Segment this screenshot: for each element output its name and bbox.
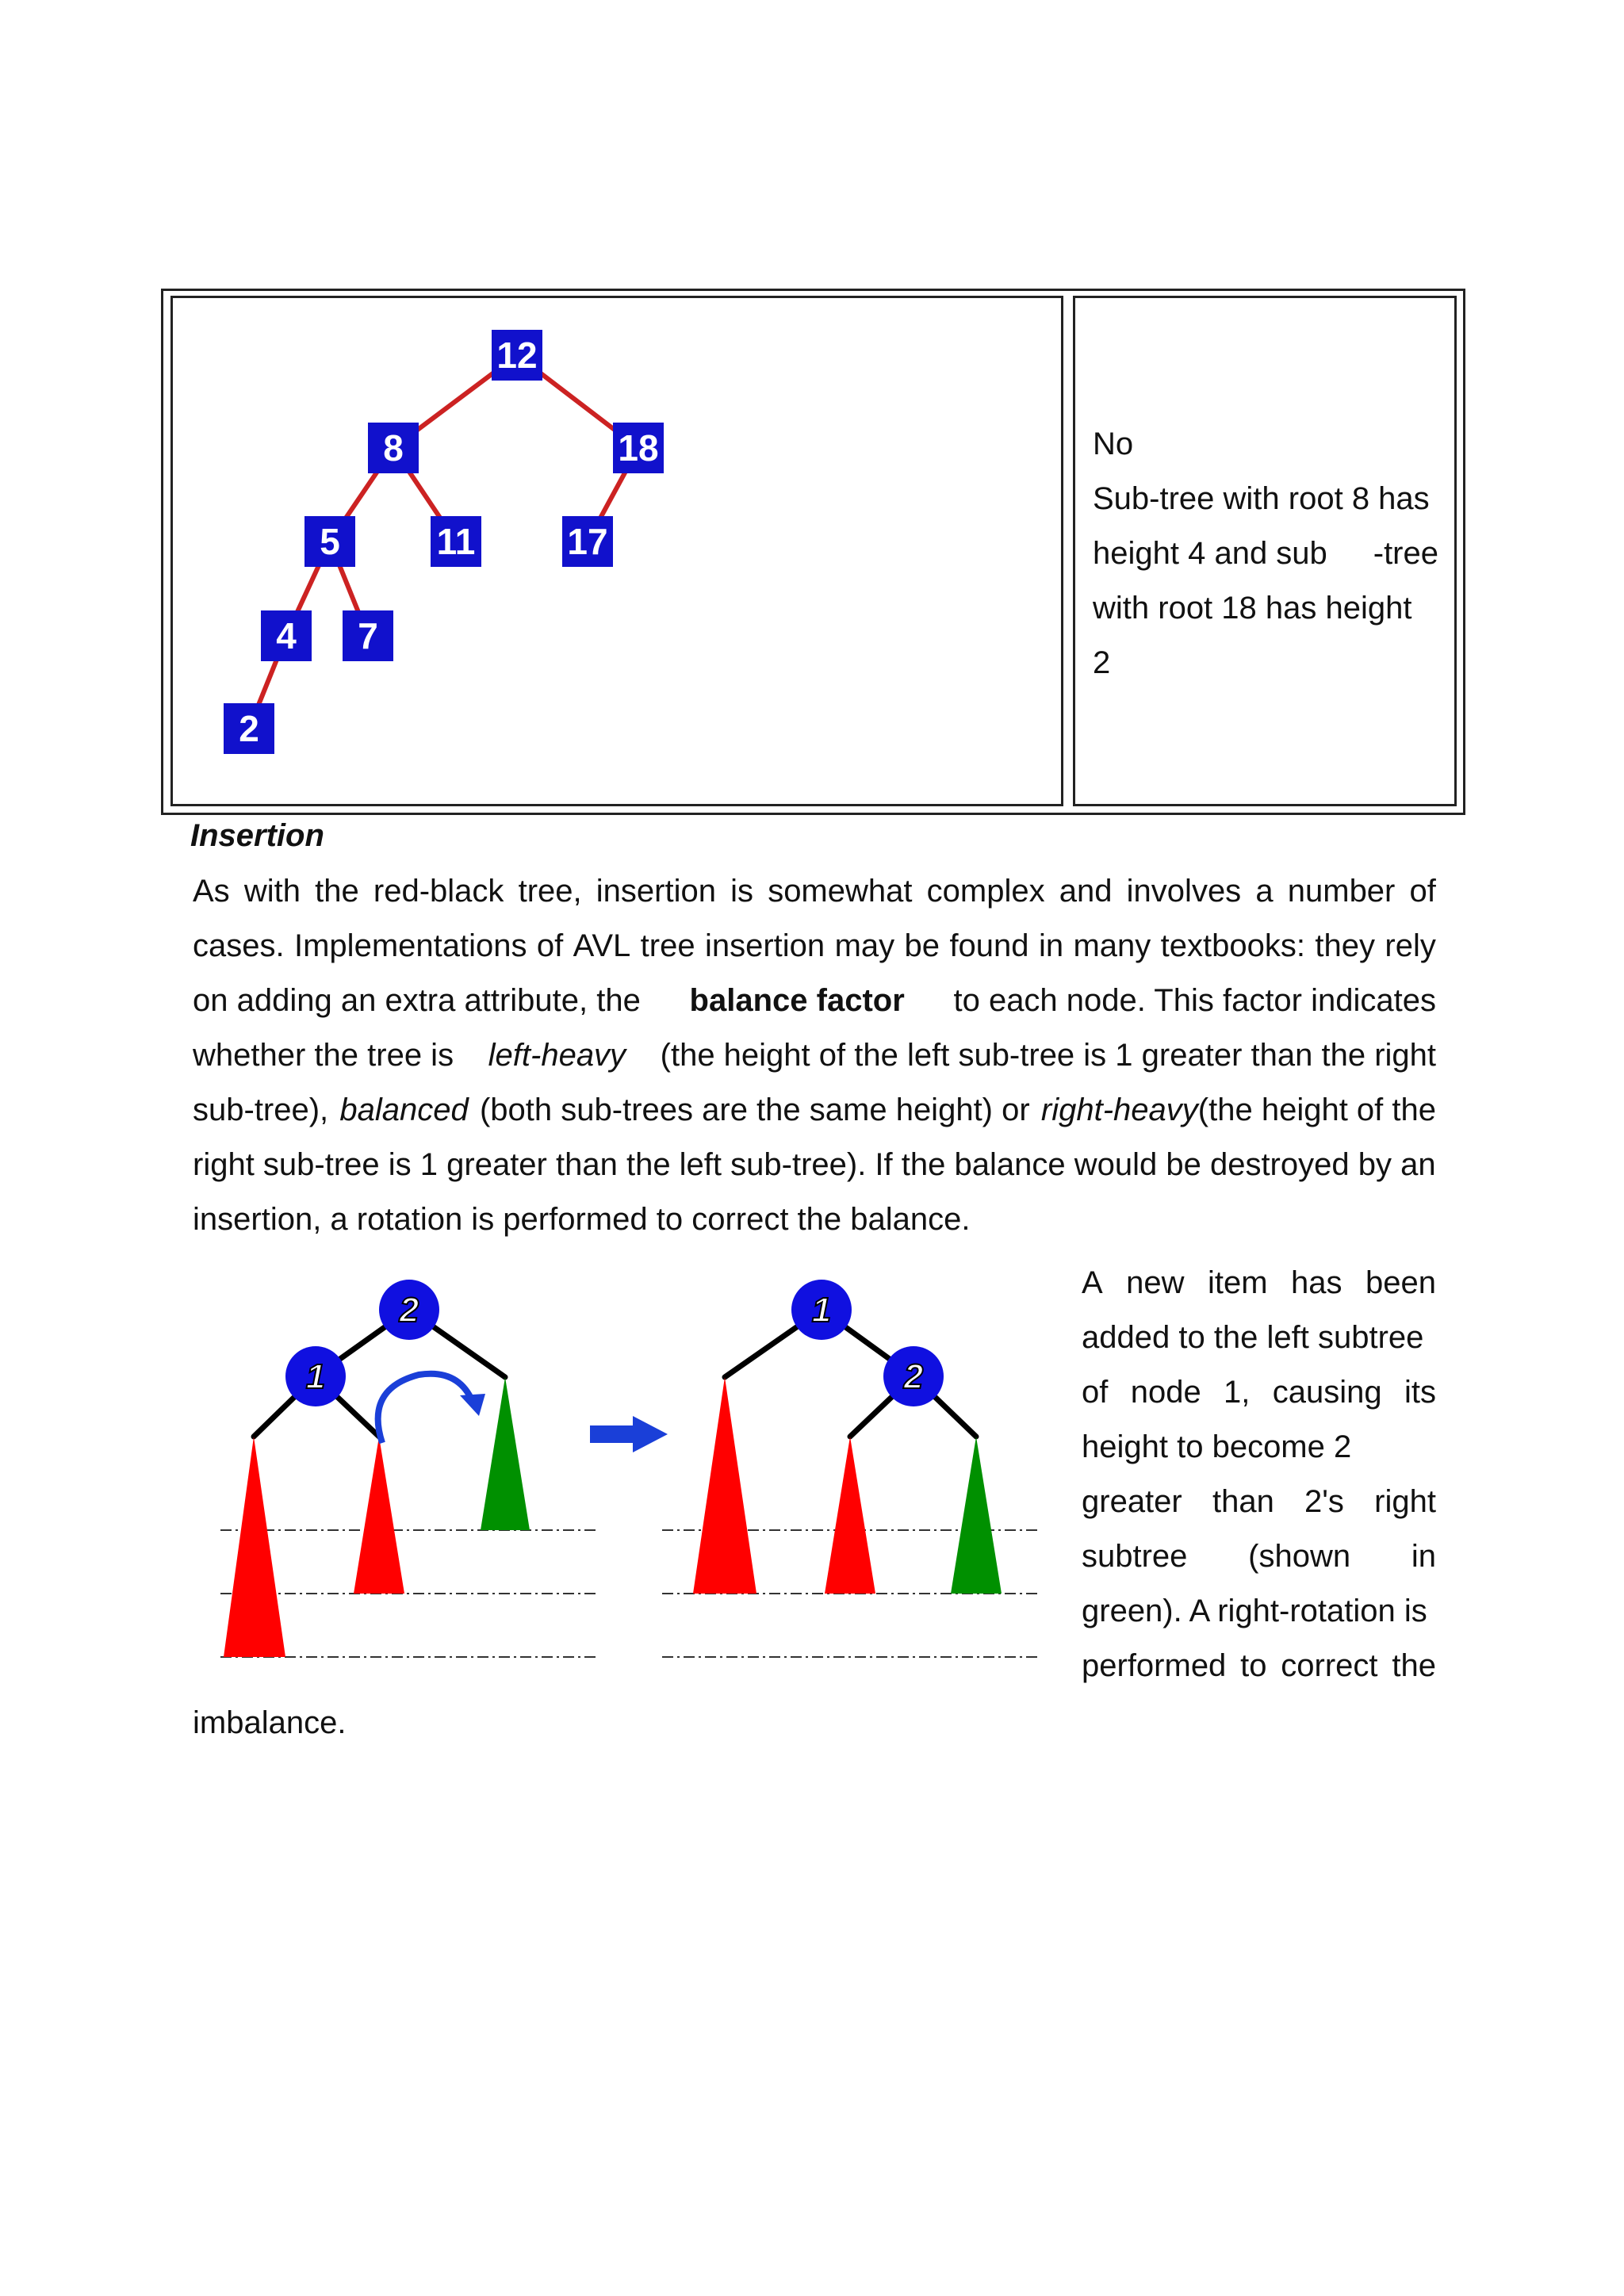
explanation-line: Sub-tree with root 8 has bbox=[1093, 481, 1430, 516]
svg-text:1: 1 bbox=[305, 1357, 326, 1396]
para-line: on adding an extra attribute, the balance factor to each node. This factor indicates bbox=[193, 974, 1436, 1028]
tree-node-label: 7 bbox=[358, 615, 378, 656]
tree-node-7 bbox=[343, 610, 393, 661]
explanation-line: 2 bbox=[1093, 645, 1111, 680]
svg-text:1: 1 bbox=[811, 1291, 832, 1330]
svg-text:2: 2 bbox=[399, 1291, 419, 1330]
tree-nodes bbox=[224, 330, 664, 754]
tree-node-label: 12 bbox=[496, 335, 538, 376]
tree-node-17 bbox=[562, 516, 613, 567]
para-line: sub-tree), balanced (both sub-trees are the same height) or right-heavy(the height of the bbox=[193, 1083, 1436, 1138]
caption-line: A new item has been bbox=[1082, 1265, 1436, 1300]
balanced-term: balanced bbox=[339, 1093, 469, 1127]
caption-line: of node 1, causing its bbox=[1082, 1375, 1436, 1410]
subtree-c-green bbox=[951, 1437, 1002, 1594]
caption-tail: imbalance. bbox=[193, 1705, 347, 1740]
tree-node-label: 5 bbox=[320, 521, 340, 562]
balance-factor-term: balance factor bbox=[689, 983, 905, 1018]
tree-node-8 bbox=[368, 423, 419, 473]
caption-line: greater than 2's right bbox=[1082, 1484, 1436, 1519]
subtree-a-red bbox=[693, 1377, 756, 1594]
caption-line: performed to correct the bbox=[1082, 1648, 1436, 1683]
answer-label: No bbox=[1093, 427, 1134, 461]
subtree-b-red bbox=[825, 1437, 875, 1594]
para-line: insertion, a rotation is performed to correct the balance. bbox=[193, 1202, 971, 1237]
explanation-line: height 4 and sub -tree bbox=[1093, 536, 1438, 571]
node-circle bbox=[285, 1346, 346, 1406]
insertion-paragraph bbox=[193, 864, 1436, 1247]
tree-node-label: 18 bbox=[618, 427, 659, 469]
tree-cell bbox=[170, 296, 1063, 806]
figure-caption bbox=[1082, 1256, 1436, 1693]
para-line: As with the red-black tree, insertion is somewhat complex and involves a number of bbox=[193, 874, 1436, 909]
caption-line: added to the left subtree bbox=[1082, 1320, 1424, 1355]
tree-node-label: 11 bbox=[436, 521, 476, 562]
after-tree bbox=[693, 1280, 1002, 1594]
para-line: whether the tree is left-heavy (the height of the left sub-tree is 1 greater than the right bbox=[193, 1028, 1436, 1083]
tree-node-4 bbox=[261, 610, 312, 661]
rotation-figure bbox=[206, 1269, 1047, 1673]
caption-line: height to become 2 bbox=[1082, 1429, 1352, 1464]
before-tree bbox=[224, 1280, 530, 1657]
tree-node-5 bbox=[304, 516, 355, 567]
explanation-line: with root 18 has height bbox=[1093, 591, 1412, 626]
node-circle bbox=[379, 1280, 439, 1340]
tree-node-2 bbox=[224, 703, 274, 754]
answer-cell bbox=[1073, 296, 1457, 806]
right-heavy-term: right-heavy bbox=[1040, 1093, 1198, 1127]
svg-text:2: 2 bbox=[903, 1357, 924, 1396]
subtree-b-red bbox=[354, 1437, 404, 1594]
para-line: right sub-tree is 1 greater than the left sub-tree). If the balance would be destroyed by an bbox=[193, 1147, 1436, 1182]
para-line: cases. Implementations of AVL tree insertion may be found in many textbooks: they rely bbox=[193, 928, 1436, 963]
node-circle bbox=[883, 1346, 944, 1406]
tree-node-label: 2 bbox=[239, 708, 259, 749]
subtree-a-red bbox=[224, 1437, 285, 1657]
tree-node-12 bbox=[492, 330, 542, 381]
subtree-c-green bbox=[481, 1377, 530, 1530]
answer-text bbox=[1093, 417, 1438, 691]
example-table bbox=[161, 289, 1465, 815]
tree-node-18 bbox=[613, 423, 664, 473]
section-heading: Insertion bbox=[190, 818, 324, 853]
tree-node-label: 17 bbox=[567, 521, 608, 562]
node-circle bbox=[791, 1280, 852, 1340]
transform-arrow-icon bbox=[590, 1416, 668, 1452]
rotate-clockwise-icon bbox=[378, 1374, 485, 1443]
tree-node-label: 8 bbox=[383, 427, 404, 469]
caption-line: green). A right-rotation is bbox=[1082, 1594, 1427, 1628]
level-dashed-lines bbox=[220, 1530, 1037, 1657]
tree-node-label: 4 bbox=[276, 615, 297, 656]
left-heavy-term: left-heavy bbox=[488, 1038, 626, 1073]
avl-tree-diagram bbox=[173, 298, 1061, 804]
caption-line: subtree (shown in bbox=[1082, 1539, 1436, 1574]
tree-node-11 bbox=[431, 516, 481, 567]
